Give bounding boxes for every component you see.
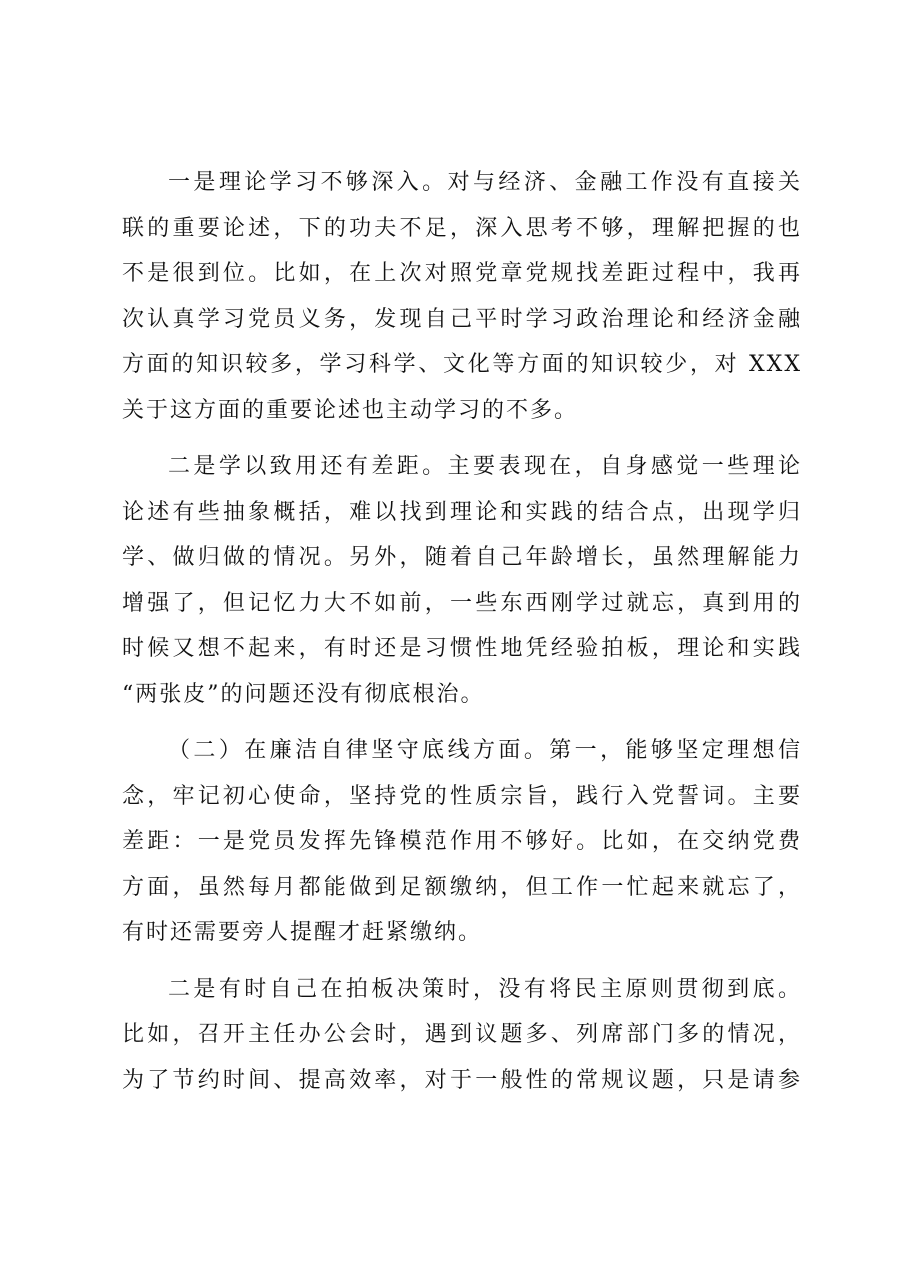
- text-line: 不是很到位。比如，在上次对照党章党规找差距过程中，我再: [122, 261, 802, 286]
- text-line: 关于这方面的重要论述也主动学习的不多。: [122, 397, 579, 423]
- paragraph-apply-learning: [122, 444, 802, 717]
- text-line: 二是学以致用还有差距。主要表现在，自身感觉一些理论: [168, 454, 802, 479]
- text-line: 学、做归做的情况。另外，随着自己年龄增长，虽然理解能力: [122, 545, 802, 570]
- text-line: 二是有时自己在拍板决策时，没有将民主原则贯彻到底。: [168, 976, 802, 1002]
- text-line: 联的重要论述，下的功夫不足，深入思考不够，理解把握的也: [122, 215, 802, 241]
- paragraph-gap: [122, 717, 802, 728]
- text-line: 论述有些抽象概括，难以找到理论和实践的结合点，出现学归: [122, 499, 802, 525]
- text-line: 比如，召开主任办公会时，遇到议题多、列席部门多的情况，: [122, 1022, 802, 1047]
- text-line: 差距：一是党员发挥先锋模范作用不够好。比如，在交纳党费: [122, 829, 802, 854]
- text-line: 时候又想不起来，有时还是习惯性地凭经验拍板，理论和实践: [122, 636, 802, 661]
- text-line: 方面的知识较多，学习科学、文化等方面的知识较少，对 XXX: [122, 352, 802, 377]
- text-line: 次认真学习党员义务，发现自己平时学习政治理论和经济金融: [122, 306, 802, 332]
- paragraph-integrity: [122, 728, 802, 956]
- text-line: 念，牢记初心使命，坚持党的性质宗旨，践行入党誓词。主要: [122, 783, 802, 809]
- paragraph-democracy: [122, 967, 802, 1104]
- paragraph-gap: [122, 433, 802, 444]
- text-line: “两张皮”的问题还没有彻底根治。: [122, 681, 485, 707]
- paragraph-theory-study: [122, 160, 802, 433]
- paragraph-gap: [122, 956, 802, 967]
- text-line: 为了节约时间、提高效率，对于一般性的常规议题，只是请参: [122, 1067, 802, 1093]
- text-line: 增强了，但记忆力大不如前，一些东西刚学过就忘，真到用的: [122, 590, 802, 616]
- text-line: 有时还需要旁人提醒才赶紧缴纳。: [122, 920, 483, 945]
- text-line: 一是理论学习不够深入。对与经济、金融工作没有直接关: [168, 170, 802, 195]
- text-line: 方面，虽然每月都能做到足额缴纳，但工作一忙起来就忘了，: [122, 874, 802, 900]
- document-body: [122, 160, 802, 1103]
- text-line: （二）在廉洁自律坚守底线方面。第一，能够坚定理想信: [168, 738, 802, 763]
